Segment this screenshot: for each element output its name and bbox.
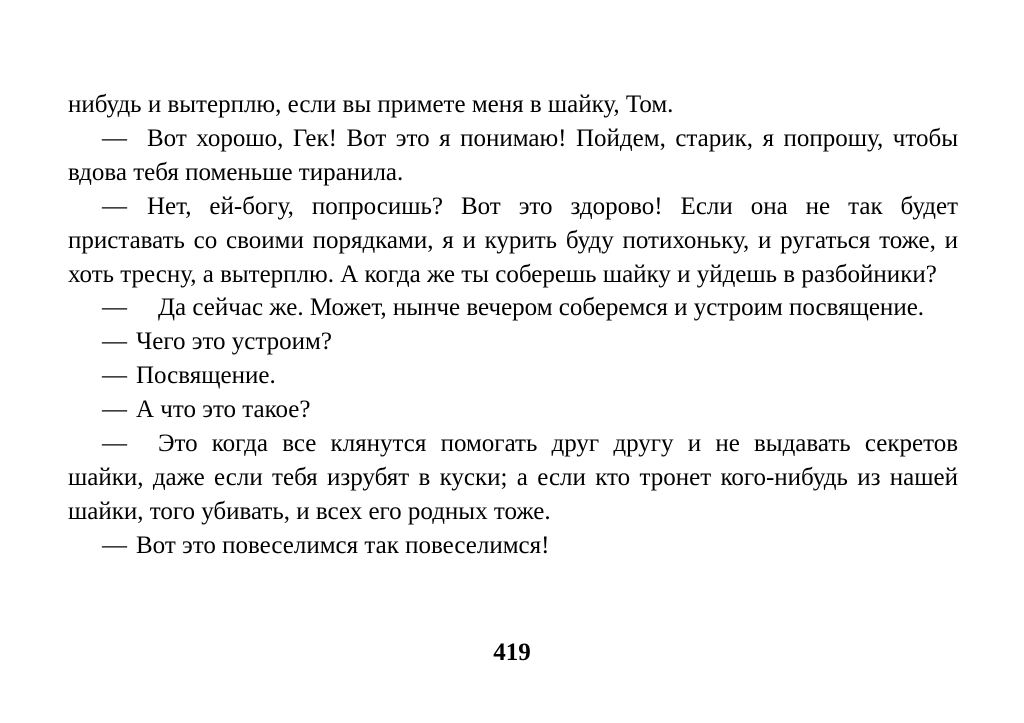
- dialogue-dash: —: [102, 192, 127, 220]
- dialogue-dash: —: [102, 531, 127, 559]
- dialogue-dash: —: [102, 294, 127, 322]
- dialogue-text: Вот это повеселимся так повеселимся!: [136, 531, 550, 559]
- book-page-text: [68, 88, 958, 563]
- dialogue-text: Нет, ей-богу, попросишь? Вот это здорово! Если она не так будет приставать со своими порядками, я и курить буду потихоньку, и ругаться тоже, и хоть тресну, а вытерплю. А когда же ты соберешь шайку и уйдешь в разбойники?: [68, 192, 958, 288]
- dialogue-line: [68, 359, 958, 393]
- dialogue-dash: —: [102, 328, 127, 356]
- paragraph-text: нибудь и вытерплю, если вы примете меня в шайку, Том.: [68, 91, 674, 118]
- dialogue-text: Чего это устроим?: [136, 328, 332, 356]
- dialogue-line: [68, 190, 958, 292]
- page-number: 419: [493, 639, 531, 666]
- dialogue-line: [68, 291, 958, 325]
- dialogue-dash: —: [102, 124, 127, 152]
- dialogue-dash: —: [102, 396, 127, 424]
- dialogue-text: А что это такое?: [136, 396, 311, 424]
- dialogue-line: [68, 393, 958, 427]
- dialogue-text: Да сейчас же. Может, нынче вечером соберемся и устроим посвящение.: [158, 294, 925, 322]
- dialogue-line: [68, 427, 958, 529]
- paragraph-continuation: [68, 88, 958, 122]
- dialogue-dash: —: [102, 362, 127, 390]
- dialogue-text: Это когда все клянутся помогать друг другу и не выдавать секретов шайки, даже если тебя изрубят в куски; а если кто тронет кого-нибудь из нашей шайки, того убивать, и всех его родных тоже.: [68, 430, 958, 525]
- dialogue-line: [68, 122, 958, 190]
- dialogue-text: Посвящение.: [136, 362, 276, 390]
- dialogue-text: Вот хорошо, Гек! Вот это я понимаю! Пойдем, старик, я попрошу, чтобы вдова тебя поменьше тиранила.: [68, 124, 958, 186]
- dialogue-line: [68, 325, 958, 359]
- dialogue-line: [68, 529, 958, 563]
- dialogue-dash: —: [102, 430, 127, 458]
